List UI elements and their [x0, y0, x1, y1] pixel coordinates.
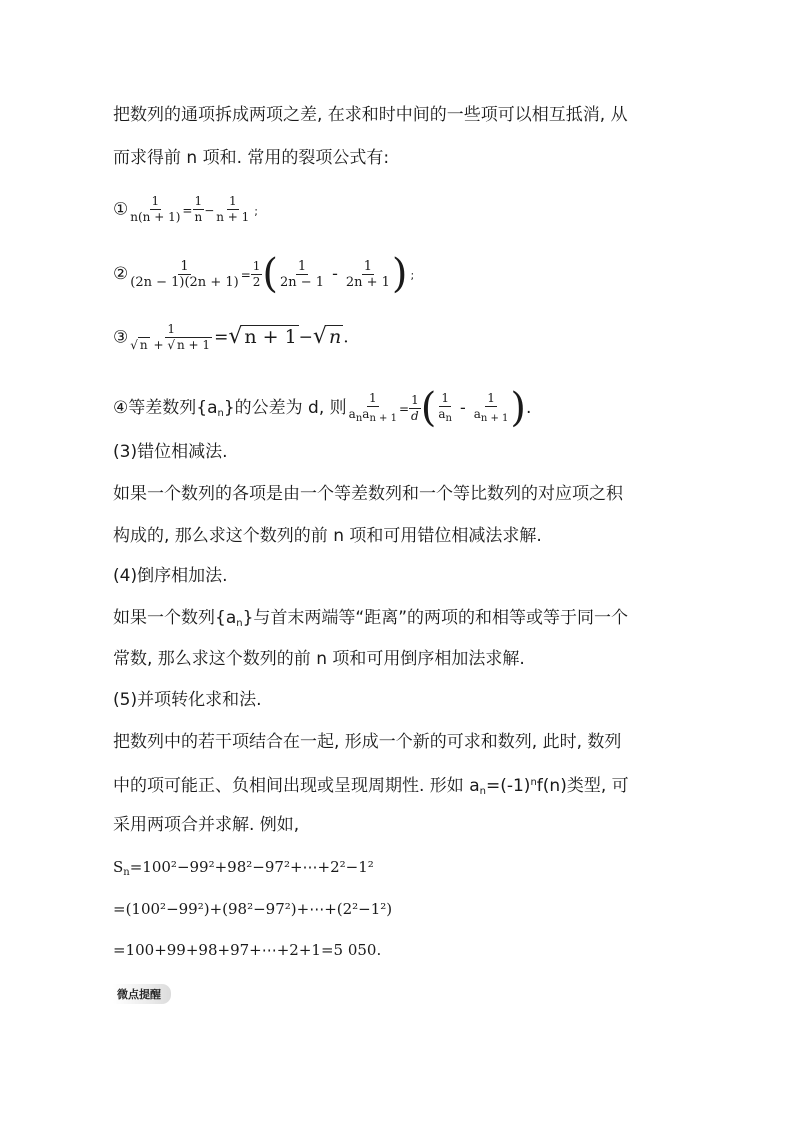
formula-3: ③ $\frac{1}{√ n + √ n + 1}$ =√ n + 1 −√ n . [113, 322, 349, 352]
formula-2-term-2: $\frac{1}{2n + 1}$ [345, 258, 390, 290]
section-4-line-2: 常数, 那么求这个数列的前 n 项和可用倒序相加法求解. [113, 649, 525, 669]
formula-2-lhs: $\frac{1}{(2n - 1)(2n + 1)}$ [130, 258, 239, 290]
formula-2-marker: ② [113, 264, 129, 284]
formula-1-term-1: $\frac{1}{n}$ [194, 194, 203, 224]
formula-3-sqrt-1: √ n + 1 [228, 324, 297, 349]
section-3-line-1: 如果一个数列的各项是由一个等差数列和一个等比数列的对应项之积 [113, 484, 623, 504]
formula-4-marker: ④ [113, 398, 129, 418]
formula-2-coef: $\frac{1}{2}$ [252, 258, 261, 289]
formula-2: ② $\frac{1}{(2n - 1)(2n + 1)}$ = $\frac{1}{2}$ ( $\frac{1}{2n - 1}$ - $\frac{1}{2n + 1}$ ) ; [113, 251, 415, 297]
formula-4-coef: $\frac{1}{d}$ [411, 392, 419, 423]
section-3-heading: (3)错位相减法. [113, 442, 228, 462]
formula-3-marker: ③ [113, 327, 129, 348]
section-5-heading: (5)并项转化求和法. [113, 690, 262, 710]
formula-1-marker: ① [113, 199, 129, 220]
section-4-line-1: 如果一个数列$\{a_n\}$与首末两端等“距离”的两项的和相等或等于同一个 [113, 608, 629, 629]
formula-4: ④等差数列$\{a_n\}$的公差为 d, 则 $\frac{1}{a_na_{n + 1}}$ = $\frac{1}{d}$ ( $\frac{1}{a_n}$ - $\frac{1}{a_{n + 1}}$ ). [113, 385, 532, 431]
example-line-2: =(100²−99²)+(98²−97²)+⋯+(2²−1²) [113, 900, 393, 918]
tip-badge: 微点提醒 [113, 984, 171, 1004]
formula-1: ① $\frac{1}{n(n + 1)}$ = $\frac{1}{n}$ − $\frac{1}{n + 1}$ ; [113, 194, 259, 224]
formula-4-lhs: $\frac{1}{a_na_{n + 1}}$ [348, 390, 397, 424]
example-line-3: =100+99+98+97+⋯+2+1=5 050. [113, 941, 382, 959]
formula-4-term-1: $\frac{1}{a_n}$ [438, 390, 452, 424]
intro-line-1: 把数列的通项拆成两项之差, 在求和时中间的一些项可以相互抵消, 从 [113, 105, 628, 125]
formula-3-lhs: $\frac{1}{√ n + √ n + 1}$ [130, 322, 211, 352]
section-4-heading: (4)倒序相加法. [113, 566, 228, 586]
formula-1-term-2: $\frac{1}{n + 1}$ [216, 194, 250, 224]
formula-3-sqrt-2: √ n [312, 324, 342, 349]
section-5-line-2: 中的项可能正、负相间出现或呈现周期性. 形如 $a_n=(-1)^nf(n)$类型, 可 [113, 776, 629, 797]
formula-2-term-1: $\frac{1}{2n - 1}$ [280, 258, 325, 290]
section-3-line-2: 构成的, 那么求这个数列的前 n 项和可用错位相减法求解. [113, 526, 542, 546]
example-line-1: $S_n=100^2-99^2+98^2-97^2+\cdots+2^2-1^2$ [113, 858, 374, 878]
intro-line-2: 而求得前 n 项和. 常用的裂项公式有: [113, 148, 390, 168]
formula-4-term-2: $\frac{1}{a_{n + 1}}$ [473, 390, 509, 424]
formula-1-lhs: $\frac{1}{n(n + 1)}$ [130, 194, 181, 224]
section-5-line-3: 采用两项合并求解. 例如, [113, 815, 300, 835]
section-5-line-1: 把数列中的若干项结合在一起, 形成一个新的可求和数列, 此时, 数列 [113, 732, 622, 752]
